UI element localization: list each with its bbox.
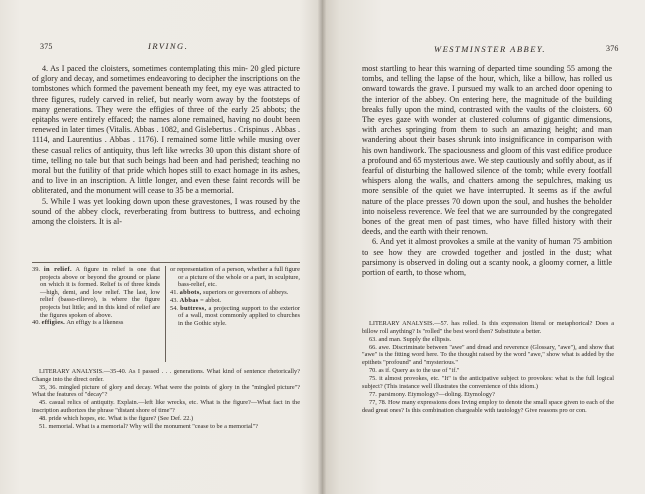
book-gutter bbox=[318, 0, 326, 494]
glossary-entry bbox=[32, 319, 160, 327]
note: 45. casual relics of antiquity. Explain.—left like wrecks, etc. What is the figure?—What fact in the inscription authorizes the phrase "distant shore of time"? bbox=[32, 399, 300, 414]
glossary-entry bbox=[170, 289, 300, 297]
note: 77, 78. How many expressions does Irving employ to denote the small space given to each of the dead great ones? Is this combination chargeable with tautology? Give reasons pro or con. bbox=[362, 398, 614, 414]
glossary-term: buttress, bbox=[180, 304, 207, 312]
glossary-number: 54. bbox=[170, 304, 178, 312]
glossary-entry bbox=[170, 266, 300, 289]
literary-analysis-right bbox=[362, 320, 614, 415]
note: 63. and man. Supply the ellipsis. bbox=[369, 335, 452, 343]
body-text-right bbox=[362, 64, 612, 278]
glossary-entry bbox=[170, 305, 300, 328]
glossary-column-right bbox=[170, 266, 300, 328]
note: 70. as if. Query as to the use of "if." bbox=[369, 367, 460, 375]
glossary-number: 43. bbox=[170, 296, 178, 304]
right-page bbox=[322, 0, 645, 494]
glossary-text: a projecting support to the exterior of a wall, most commonly applied to churches in the Gothic style. bbox=[178, 304, 300, 328]
glossary-number: 39. bbox=[32, 266, 40, 273]
page-number-right: 376 bbox=[606, 44, 619, 53]
glossary-entry bbox=[32, 266, 160, 319]
paragraph: most startling to hear this warning of departed time sounding 55 among the tombs, and telling the lapse of the hour, which, like a billow, has rolled us onward towards the grave. I pursued my walk to an arched door opening to the interior of the abbey. On entering here, the magnitude of the building breaks fully upon the mind, contrasted with the vaults of the cloisters. 60 The eyes gaze with wonder at clustered columns of gigantic dimensions, with arches springing from them to such an amazing height; and man wandering about their bases shrunk into insignificance in comparison with his own handiwork. The spaciousness and gloom of this vast edifice produce a profound and 65 mysterious awe. We step cautiously and softly about, as if fearful of disturbing the hallowed silence of the tomb; while every footfall whispers along the walls, and chatters among the sepulchres, making us more sensible of the quiet we have interrupted. It seems as if the awful nature of the place presses 70 down upon the soul, and hushes the beholder into noiseless reverence. We feel that we are surrounded by the congregated bones of the great men of past times, who have filled history with their deeds, and the earth with their renown. bbox=[362, 64, 612, 237]
glossary-number: 40. bbox=[32, 319, 40, 327]
glossary-term: abbots, bbox=[179, 289, 202, 297]
paragraph: 6. And yet it almost provokes a smile at the vanity of human 75 ambition to see how they are crowded together and jostled in the dust; what parsimony is observed in doling out a scanty nook, a gloomy corner, a little portion of earth, to those whom, bbox=[362, 237, 612, 278]
glossary-text: An effigy is a likeness bbox=[66, 319, 124, 327]
note: 48. pride which hopes, etc. What is the figure? (See Def. 22.) bbox=[39, 415, 194, 423]
glossary-term: Abbas bbox=[179, 296, 199, 304]
note: 35, 36. mingled picture of glory and decay. What were the points of glory in the "mingled picture"? What the features of "decay"? bbox=[32, 383, 300, 399]
running-head-left: IRVING. bbox=[148, 41, 189, 51]
paragraph: 5. While I was yet looking down upon these gravestones, I was roused by the sound of the abbey clock, reverberating from buttress to buttress, and echoing among the cloisters. It is al- bbox=[32, 196, 300, 227]
glossary-number: 41. bbox=[170, 289, 178, 297]
left-page bbox=[0, 0, 322, 494]
glossary-column-left bbox=[32, 266, 160, 327]
glossary-term: in relief. bbox=[43, 266, 72, 273]
glossary-text: superiors or governors of abbeys. bbox=[203, 289, 289, 297]
note: 51. memorial. What is a memorial? Why will the monument "cease to be a memorial"? bbox=[39, 423, 258, 431]
body-text-left bbox=[32, 64, 300, 227]
glossary-text: = abbot. bbox=[200, 296, 222, 304]
glossary-text: or representation of a person, whether a full figure or a picture of the whole or a part, in sculpture, bass-relief, etc. bbox=[170, 266, 300, 289]
note: LITERARY ANALYSIS.—35-40. As I passed . . . generations. What kind of sentence rhetorically? Change into the direct order. bbox=[32, 368, 300, 383]
note: LITERARY ANALYSIS.—57. has rolled. Is this expression literal or metaphorical? Does a billow roll anything? Is "rolled" the best word then? Substitute a better. bbox=[362, 320, 614, 335]
page-number-left: 375 bbox=[40, 42, 53, 51]
paragraph: 4. As I paced the cloisters, sometimes contemplating this min- 20 gled picture of glory and decay, and sometimes endeavoring to decipher the inscriptions on the tombstones which formed the pavement beneath my feet, my eye was attracted to three figures, rudely carved in relief, but nearly worn away by the footsteps of many generations. They were the effigies of three of the early 25 abbots; the epitaphs were entirely effaced; the names alone remained, having no doubt been renewed in later times (Vitalis. Abbas . 1082, and Gislebertus . Crispinus . Abbas . 1114, and Laurentius . Abbas . 1176). I remained some little while musing over these casual relics of antiquity, thus left like wrecks 30 upon this distant shore of time, telling no tale but that such beings had been and had perished; teaching no moral but the futility of that pride which hopes still to exact homage in its ashes, and to live in an inscription. A little longer, and even these faint records will be obliterated, and the monument will cease to 35 be a memorial. bbox=[32, 64, 300, 196]
note: 66. awe. Discriminate between "awe" and dread and reverence (Glossary, "awe"), and show that "awe" is the fitting word here. To the thought raised by the word "awe," show what is added by the epithets "profound" and "mysterious." bbox=[362, 343, 614, 366]
literary-analysis-left bbox=[32, 368, 300, 431]
running-head-right: WESTMINSTER ABBEY. bbox=[434, 44, 547, 54]
divider bbox=[32, 262, 300, 263]
note: 77. parsimony. Etymology?—doling. Etymology? bbox=[369, 390, 495, 398]
glossary-text: A figure in relief is one that projects above or beyond the ground or plane on which it is formed. Relief is of three kinds—high, demi, and low relief. The last, low relief (basso-rilievo), is where the figure projects but little; and in this kind of relief are the figures spoken of above. bbox=[40, 266, 160, 319]
glossary-term: effigies. bbox=[41, 319, 66, 327]
column-divider bbox=[165, 266, 166, 362]
note: 75. it almost provokes, etc. "It" is the anticipative subject to provokes: what is the full logical subject? (This instance well illustrates the convenience of this idiom.) bbox=[362, 375, 614, 390]
glossary-entry bbox=[170, 297, 300, 305]
